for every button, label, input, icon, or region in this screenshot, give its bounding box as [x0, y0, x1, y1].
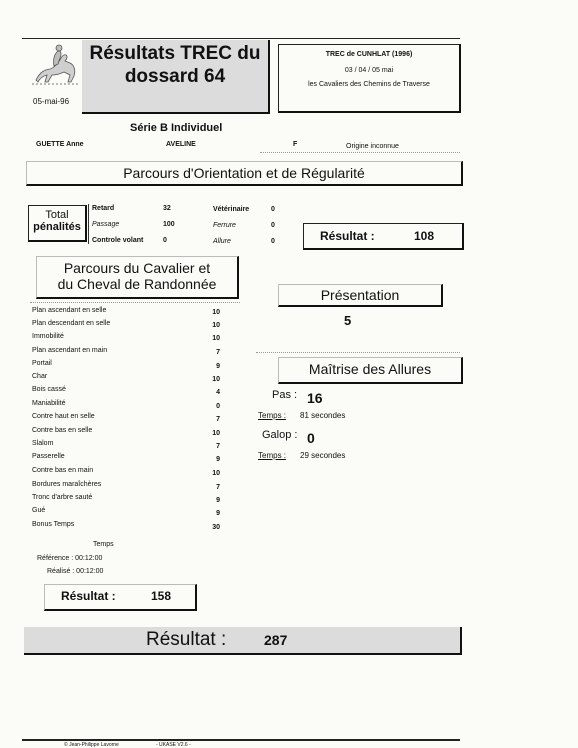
document-date: 05-mai-96 — [33, 97, 70, 106]
event-name: TREC de CUNHLAT (1996) — [325, 51, 413, 58]
ptv-section-header — [36, 256, 239, 299]
footer-rule — [22, 739, 460, 741]
por-title: Parcours d'Orientation et de Régularité — [123, 165, 365, 181]
list-item-value: 7 — [216, 349, 220, 356]
list-item-value: 10 — [212, 309, 220, 316]
list-item-label: Plan descendant en selle — [32, 320, 111, 327]
reference-time: Référence : 00:12:00 — [37, 555, 103, 562]
list-item-value: 4 — [216, 389, 220, 396]
allure-label: Allure — [213, 238, 231, 245]
list-item-label: Portail — [32, 360, 52, 367]
veterinaire-label: Vétérinaire — [213, 206, 250, 213]
list-item-value: 10 — [212, 470, 220, 477]
final-result-bar — [24, 627, 462, 655]
dotted-separator — [256, 352, 460, 353]
list-item-label: Plan ascendant en main — [32, 347, 108, 354]
ferrure-value: 0 — [271, 222, 275, 229]
list-item-value: 9 — [216, 456, 220, 463]
event-box — [278, 44, 461, 113]
page-title-line2: dossard 64 — [124, 66, 226, 87]
page-title-line1: Résultats TREC du — [89, 43, 261, 64]
list-item-label: Contre bas en selle — [32, 427, 93, 434]
list-item-value: 10 — [212, 322, 220, 329]
footer-version: - UKASE V2.6 - — [156, 742, 191, 748]
horse-origin: Origine inconnue — [346, 143, 399, 150]
list-item-label: Passerelle — [32, 453, 65, 460]
horse-sex: F — [293, 141, 298, 148]
galop-temps-label: Temps : — [258, 451, 287, 460]
list-item-label: Bonus Temps — [32, 521, 75, 528]
pas-value: 16 — [307, 390, 323, 406]
series-label: Série B Individuel — [130, 122, 223, 134]
list-item-value: 7 — [216, 443, 220, 450]
event-organizer: les Cavaliers des Chemins de Traverse — [308, 81, 430, 88]
presentation-value: 5 — [344, 313, 352, 328]
allures-header — [278, 357, 463, 384]
list-item-label: Slalom — [32, 440, 54, 447]
passage-value: 100 — [163, 221, 175, 228]
top-rule — [22, 38, 460, 39]
list-item-label: Bois cassé — [32, 386, 66, 393]
galop-value: 0 — [307, 430, 315, 446]
ptv-result-label: Résultat : — [61, 589, 116, 603]
controle-value: 0 — [163, 237, 167, 244]
list-item-value: 0 — [216, 403, 220, 410]
list-item-value: 9 — [216, 510, 220, 517]
ptv-title-line2: du Cheval de Randonnée — [57, 276, 217, 292]
por-result-box — [303, 223, 464, 250]
list-item-label: Gué — [32, 507, 46, 514]
event-dates: 03 / 04 / 05 mai — [344, 67, 394, 74]
final-result-value: 287 — [264, 632, 288, 648]
temps-label: Temps — [93, 541, 114, 548]
dotted-separator — [30, 302, 240, 303]
list-item-value: 9 — [216, 363, 220, 370]
footer-author: © Jean-Philippe Lavorne — [64, 742, 119, 748]
total-label: Total — [45, 209, 69, 221]
list-item-label: Contre bas en main — [32, 467, 94, 474]
list-item-value: 9 — [216, 497, 220, 504]
title-box — [82, 40, 270, 114]
allures-title: Maîtrise des Allures — [308, 361, 432, 377]
realise-time: Réalisé : 00:12:00 — [47, 568, 104, 575]
list-item-value: 10 — [212, 376, 220, 383]
passage-label: Passage — [92, 221, 120, 228]
controle-label: Controle volant — [92, 237, 144, 244]
veterinaire-value: 0 — [271, 206, 275, 213]
presentation-title: Présentation — [320, 287, 400, 303]
list-item-value: 7 — [216, 484, 220, 491]
por-result-label: Résultat : — [320, 229, 375, 243]
list-item-label: Contre haut en selle — [32, 413, 95, 420]
allure-value: 0 — [271, 238, 275, 245]
ptv-title-line1: Parcours du Cavalier et — [63, 260, 211, 276]
list-item-label: Immobilité — [32, 333, 64, 340]
galop-temps-value: 29 secondes — [300, 451, 346, 460]
list-item-value: 30 — [212, 524, 220, 531]
por-section-header — [26, 161, 463, 186]
dotted-separator — [260, 152, 460, 153]
penalites-divider — [88, 204, 89, 244]
rider-name: GUETTE Anne — [36, 141, 84, 148]
horse-rider-logo-icon — [30, 42, 82, 86]
horse-name: AVELINE — [166, 141, 196, 148]
total-penalites-box — [28, 205, 87, 242]
penalites-label: pénalités — [33, 221, 81, 233]
final-result-label: Résultat : — [146, 629, 227, 650]
list-item-label: Maniabilité — [32, 400, 66, 407]
list-item-value: 10 — [212, 335, 220, 342]
por-result-value: 108 — [414, 229, 435, 243]
retard-label: Retard — [92, 205, 115, 212]
list-item-label: Plan ascendant en selle — [32, 307, 107, 314]
list-item-label: Bordures maraîchères — [32, 481, 102, 488]
presentation-header — [278, 284, 443, 307]
ptv-result-box — [44, 584, 197, 611]
pas-temps-value: 81 secondes — [300, 411, 346, 420]
ferrure-label: Ferrure — [213, 222, 236, 229]
list-item-value: 10 — [212, 430, 220, 437]
list-item-label: Tronc d'arbre sauté — [32, 494, 93, 501]
ptv-result-value: 158 — [151, 589, 172, 603]
pas-label: Pas : — [272, 389, 298, 401]
pas-temps-label: Temps : — [258, 411, 287, 420]
list-item-label: Char — [32, 373, 48, 380]
list-item-value: 7 — [216, 416, 220, 423]
galop-label: Galop : — [262, 429, 298, 441]
retard-value: 32 — [163, 205, 171, 212]
